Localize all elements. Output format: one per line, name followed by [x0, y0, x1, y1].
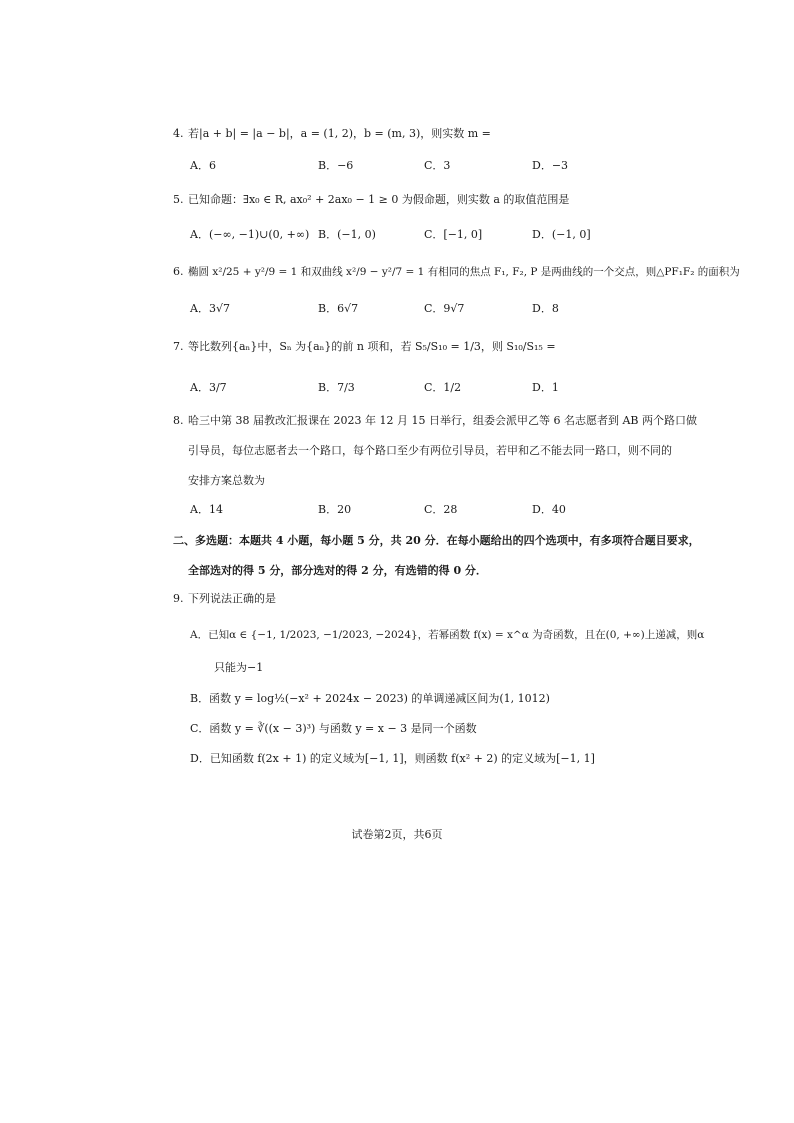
question-9-option-a-line-2: 只能为−1: [214, 661, 264, 674]
question-9-option-c: C．函数 y = ∛((x − 3)³) 与函数 y = x − 3 是同一个函数: [190, 722, 477, 735]
question-5-stem: 已知命题：∃x₀ ∈ R, ax₀² + 2ax₀ − 1 ≥ 0 为假命题，则实数 a 的取值范围是: [188, 193, 570, 206]
question-9-stem: 下列说法正确的是: [188, 592, 276, 605]
question-6-option-b: B．6√7: [318, 302, 359, 315]
question-5-option-b: B．(−1, 0): [318, 228, 376, 241]
question-6-number: 6.: [173, 265, 184, 278]
question-5-option-d: D．(−1, 0]: [532, 228, 591, 241]
question-8-stem-line-1: 哈三中第 38 届教改汇报课在 2023 年 12 月 15 日举行，组委会派甲乙等 6 名志愿者到 AB 两个路口做: [188, 414, 697, 427]
section-2-heading-line-1: 二、多选题：本题共 4 小题，每小题 5 分，共 20 分．在每小题给出的四个选项中，有多项符合题目要求，: [173, 534, 700, 547]
question-9-number: 9.: [173, 592, 184, 605]
question-8-option-d: D．40: [532, 503, 566, 516]
question-6-stem: 椭圆 x²/25 + y²/9 = 1 和双曲线 x²/9 − y²/7 = 1 有相同的焦点 F₁, F₂, P 是两曲线的一个交点，则△PF₁F₂ 的面积为: [188, 266, 740, 278]
question-6-option-c: C．9√7: [424, 302, 465, 315]
question-7-option-a: A．3/7: [190, 381, 227, 394]
question-9-option-b: B．函数 y = log½(−x² + 2024x − 2023) 的单调递减区间为(1, 1012): [190, 692, 550, 705]
question-7-option-c: C．1/2: [424, 381, 462, 394]
question-4-option-c: C．3: [424, 159, 451, 172]
question-4-option-b: B．−6: [318, 159, 354, 172]
question-6-option-a: A．3√7: [190, 302, 230, 315]
question-7-stem: 等比数列{aₙ}中，Sₙ 为{aₙ}的前 n 项和，若 S₅/S₁₀ = 1/3，则 S₁₀/S₁₅ =: [188, 340, 556, 353]
question-7-number: 7.: [173, 340, 184, 353]
section-2-heading-line-2: 全部选对的得 5 分，部分选对的得 2 分，有选错的得 0 分．: [188, 564, 487, 577]
question-9-option-d: D．已知函数 f(2x + 1) 的定义域为[−1, 1]，则函数 f(x² + 2) 的定义域为[−1, 1]: [190, 752, 595, 765]
question-5-option-a: A．(−∞, −1)∪(0, +∞): [190, 228, 310, 241]
question-5-option-c: C．[−1, 0]: [424, 228, 483, 241]
question-5-number: 5.: [173, 193, 184, 206]
question-6-option-d: D．8: [532, 302, 559, 315]
question-4-option-a: A．6: [190, 159, 216, 172]
question-8-option-c: C．28: [424, 503, 458, 516]
question-4-stem: 若|a + b| = |a − b|，a = (1, 2)，b = (m, 3)，则实数 m =: [188, 127, 491, 140]
question-8-stem-line-3: 安排方案总数为: [188, 474, 265, 487]
question-7-option-b: B．7/3: [318, 381, 355, 394]
question-9-option-a-line-1: A．已知α ∈ {−1, 1/2023, −1/2023, −2024}，若幂函数 f(x) = x^α 为奇函数，且在(0, +∞)上递减，则α: [190, 629, 705, 641]
question-8-number: 8.: [173, 414, 184, 427]
page-footer: 试卷第2页，共6页: [351, 828, 443, 841]
question-7-option-d: D．1: [532, 381, 559, 394]
question-8-option-b: B．20: [318, 503, 352, 516]
question-8-stem-line-2: 引导员，每位志愿者去一个路口，每个路口至少有两位引导员，若甲和乙不能去同一路口，则不同的: [188, 444, 672, 457]
question-8-option-a: A．14: [190, 503, 223, 516]
question-4-number: 4.: [173, 127, 184, 140]
question-4-option-d: D．−3: [532, 159, 569, 172]
